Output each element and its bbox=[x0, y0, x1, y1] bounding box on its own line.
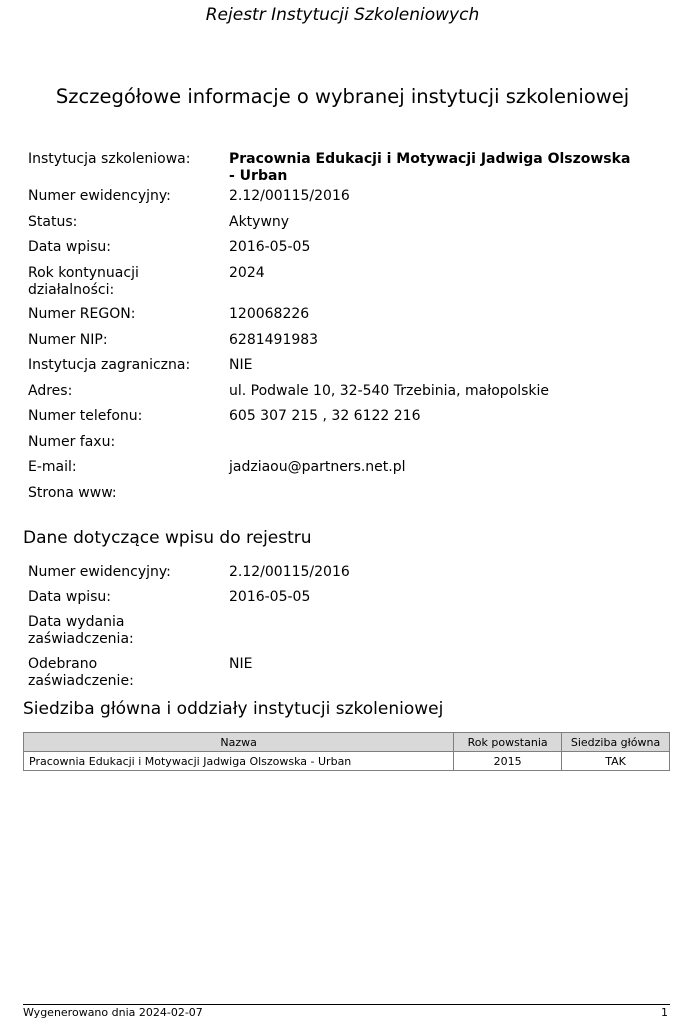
detail-value: 2016-05-05 bbox=[229, 239, 311, 255]
detail-value: NIE bbox=[229, 656, 253, 672]
table-row bbox=[24, 752, 670, 771]
detail-label: Instytucja zagraniczna: bbox=[28, 357, 191, 373]
detail-label: Instytucja szkoleniowa: bbox=[28, 151, 191, 167]
detail-label: Odebrano zaświadczenie: bbox=[28, 656, 134, 689]
branches-table bbox=[23, 732, 670, 771]
footer-divider bbox=[23, 1004, 670, 1005]
detail-label: Adres: bbox=[28, 383, 73, 399]
footer-generated-date: Wygenerowano dnia 2024-02-07 bbox=[23, 1006, 203, 1019]
detail-label: Rok kontynuacji działalności: bbox=[28, 265, 139, 298]
detail-label: E-mail: bbox=[28, 459, 77, 475]
detail-label: Data wydania zaświadczenia: bbox=[28, 614, 134, 647]
table-cell-name: Pracownia Edukacji i Motywacji Jadwiga Olszowska - Urban bbox=[24, 752, 454, 771]
detail-label: Numer faxu: bbox=[28, 434, 116, 450]
email-value: jadziaou@partners.net.pl bbox=[229, 459, 406, 475]
detail-label: Data wpisu: bbox=[28, 589, 111, 605]
detail-label: Numer telefonu: bbox=[28, 408, 143, 424]
detail-value: 120068226 bbox=[229, 306, 310, 322]
detail-value: 6281491983 bbox=[229, 332, 319, 348]
page-title: Szczegółowe informacje o wybranej instytucji szkoleniowej bbox=[55, 85, 630, 108]
table-cell-headquarters: TAK bbox=[562, 752, 670, 771]
institution-name: Pracownia Edukacji i Motywacji Jadwiga Olszowska - Urban bbox=[229, 151, 631, 184]
detail-value: 2.12/00115/2016 bbox=[229, 564, 350, 580]
document-header-title: Rejestr Instytucji Szkoleniowych bbox=[205, 5, 480, 25]
address-value: ul. Podwale 10, 32-540 Trzebinia, małopolskie bbox=[229, 383, 550, 399]
registry-section-heading: Dane dotyczące wpisu do rejestru bbox=[23, 528, 312, 548]
detail-label: Numer ewidencyjny: bbox=[28, 564, 171, 580]
detail-label: Status: bbox=[28, 214, 78, 230]
page-number: 1 bbox=[661, 1006, 668, 1019]
column-header-headquarters: Siedziba główna bbox=[562, 733, 670, 752]
column-header-year: Rok powstania bbox=[454, 733, 562, 752]
detail-label: Strona www: bbox=[28, 485, 117, 501]
detail-value: 2016-05-05 bbox=[229, 589, 311, 605]
detail-label: Numer ewidencyjny: bbox=[28, 188, 171, 204]
table-cell-year: 2015 bbox=[454, 752, 562, 771]
detail-label: Numer REGON: bbox=[28, 306, 136, 322]
detail-value: 2.12/00115/2016 bbox=[229, 188, 350, 204]
status-value: Aktywny bbox=[229, 214, 290, 230]
detail-label: Numer NIP: bbox=[28, 332, 108, 348]
phone-value: 605 307 215 , 32 6122 216 bbox=[229, 408, 421, 424]
detail-value: 2024 bbox=[229, 265, 265, 281]
branches-section-heading: Siedziba główna i oddziały instytucji szkoleniowej bbox=[23, 699, 444, 719]
column-header-name: Nazwa bbox=[24, 733, 454, 752]
detail-value: NIE bbox=[229, 357, 253, 373]
table-header-row bbox=[24, 733, 670, 752]
detail-label: Data wpisu: bbox=[28, 239, 111, 255]
